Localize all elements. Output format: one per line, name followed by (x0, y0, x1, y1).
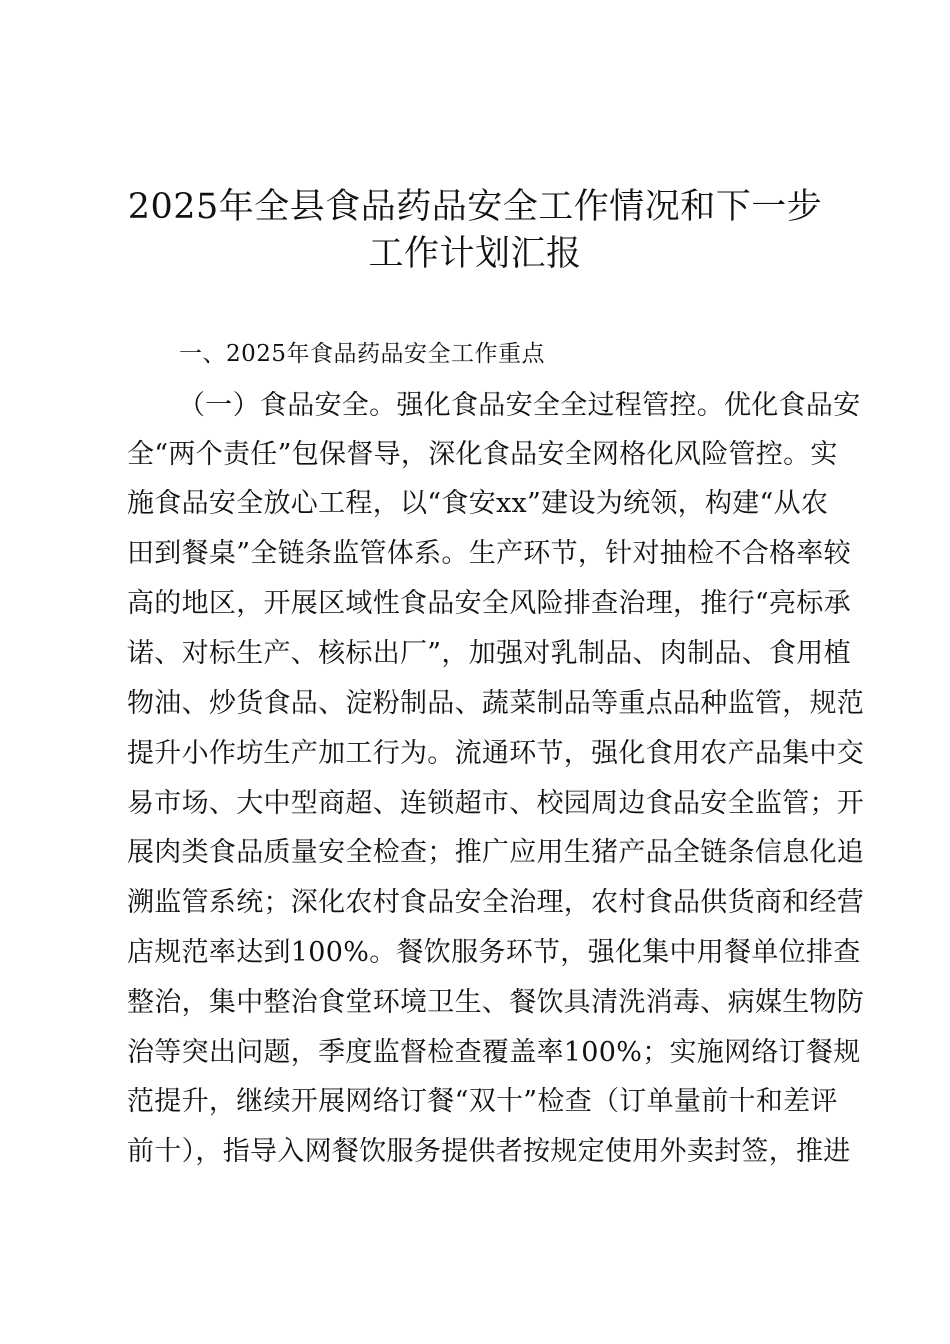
section-heading: 一、2025年食品药品安全工作重点 (179, 341, 546, 367)
paragraph-line: 范提升，继续开展网络订餐“双十”检查（订单量前十和差评 (127, 1086, 838, 1117)
paragraph-line: 店规范率达到100%。餐饮服务环节，强化集中用餐单位排查 (127, 937, 861, 968)
paragraph-line: 全“两个责任”包保督导，深化食品安全网格化风险管控。实 (127, 439, 838, 470)
paragraph-line: （一）食品安全。强化食品安全全过程管控。优化食品安 (178, 390, 861, 421)
document-title-line-1: 2025年全县食品药品安全工作情况和下一步 (127, 187, 823, 227)
paragraph-line: 易市场、大中型商超、连锁超市、校园周边食品安全监管；开 (127, 788, 865, 819)
paragraph-line: 整治，集中整治食堂环境卫生、餐饮具清洗消毒、病媒生物防 (127, 987, 865, 1018)
document-title-line-2: 工作计划汇报 (368, 234, 582, 274)
paragraph-line: 诺、对标生产、核标出厂”，加强对乳制品、肉制品、食用植 (127, 638, 851, 669)
paragraph-line: 治等突出问题，季度监督检查覆盖率100%；实施网络订餐规 (127, 1037, 861, 1068)
paragraph-line: 前十），指导入网餐饮服务提供者按规定使用外卖封签，推进 (127, 1136, 851, 1167)
paragraph-line: 提升小作坊生产加工行为。流通环节，强化食用农产品集中交 (127, 738, 865, 769)
paragraph-line: 高的地区，开展区域性食品安全风险排查治理，推行“亮标承 (127, 588, 851, 619)
paragraph-line: 施食品安全放心工程，以“食安xx”建设为统领，构建“从农 (127, 488, 829, 519)
paragraph-line: 物油、炒货食品、淀粉制品、蔬菜制品等重点品种监管，规范 (127, 688, 865, 719)
paragraph-line: 田到餐桌”全链条监管体系。生产环节，针对抽检不合格率较 (127, 538, 851, 569)
paragraph-line: 溯监管系统；深化农村食品安全治理，农村食品供货商和经营 (127, 887, 865, 918)
paragraph-line: 展肉类食品质量安全检查；推广应用生猪产品全链条信息化追 (127, 837, 865, 868)
